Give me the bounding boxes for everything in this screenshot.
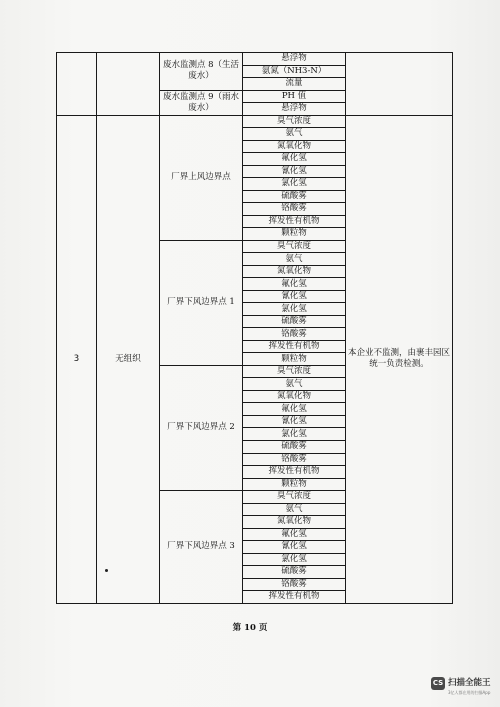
parameter-cell: 氰化氢 xyxy=(243,290,346,303)
parameter-cell: 氟化氢 xyxy=(243,403,346,416)
parameter-cell: 氟化氢 xyxy=(243,528,346,541)
monitoring-table xyxy=(56,52,453,604)
parameter-cell: 氰化氢 xyxy=(243,541,346,554)
monitoring-point-cell: 废水监测点 9（雨水废水） xyxy=(160,90,243,115)
parameter-cell: 氯化氢 xyxy=(243,428,346,441)
parameter-cell: 挥发性有机物 xyxy=(243,591,346,604)
parameter-cell: 颗粒物 xyxy=(243,353,346,366)
scanner-tagline: 3亿人都在用的扫描App xyxy=(448,690,491,695)
parameter-cell: 氰化氢 xyxy=(243,415,346,428)
parameter-cell: 氮氧化物 xyxy=(243,265,346,278)
type-cell: 无组织 xyxy=(97,115,160,603)
parameter-cell: 铬酸雾 xyxy=(243,328,346,341)
parameter-cell: 流量 xyxy=(243,78,346,91)
page-number: 第 10 页 xyxy=(232,623,268,633)
type-cell-empty xyxy=(97,53,160,116)
parameter-cell: 氯化氢 xyxy=(243,303,346,316)
parameter-cell: 氨气 xyxy=(243,128,346,141)
parameter-cell: 悬浮物 xyxy=(243,53,346,66)
parameter-cell: 臭气浓度 xyxy=(243,115,346,128)
monitoring-point-cell: 厂界上风边界点 xyxy=(160,115,243,240)
parameter-cell: 硫酸雾 xyxy=(243,190,346,203)
parameter-cell: 挥发性有机物 xyxy=(243,340,346,353)
cs-logo-icon: CS xyxy=(431,677,445,690)
parameter-cell: 臭气浓度 xyxy=(243,240,346,253)
parameter-cell: 氨气 xyxy=(243,378,346,391)
parameter-cell: 氮氧化物 xyxy=(243,516,346,529)
table-row xyxy=(57,53,453,66)
parameter-cell: 氨气 xyxy=(243,253,346,266)
parameter-cell: 硫酸雾 xyxy=(243,315,346,328)
parameter-cell: 氯化氢 xyxy=(243,178,346,191)
parameter-cell: 铬酸雾 xyxy=(243,203,346,216)
parameter-cell: 氟化氢 xyxy=(243,278,346,291)
scanner-name: 扫描全能王 xyxy=(448,678,491,688)
parameter-cell: 氰化氢 xyxy=(243,165,346,178)
parameter-cell: 挥发性有机物 xyxy=(243,215,346,228)
note-cell: 本企业不监测，由裹丰园区统一负责检测。 xyxy=(346,115,453,603)
scan-speck xyxy=(105,569,108,572)
parameter-cell: 硫酸雾 xyxy=(243,440,346,453)
table-row xyxy=(57,115,453,128)
parameter-cell: 颗粒物 xyxy=(243,478,346,491)
parameter-cell: 臭气浓度 xyxy=(243,491,346,504)
parameter-cell: 悬浮物 xyxy=(243,103,346,116)
index-cell-empty xyxy=(57,53,97,116)
parameter-cell: 氯化氢 xyxy=(243,553,346,566)
parameter-cell: 臭气浓度 xyxy=(243,365,346,378)
scanner-watermark xyxy=(431,675,493,699)
parameter-cell: 氨氮（NH3-N） xyxy=(243,65,346,78)
parameter-cell: 氟化氢 xyxy=(243,153,346,166)
monitoring-point-cell: 废水监测点 8（生活废水） xyxy=(160,53,243,91)
monitoring-point-cell: 厂界下风边界点 2 xyxy=(160,365,243,490)
parameter-cell: PH 值 xyxy=(243,90,346,103)
index-cell: 3 xyxy=(57,115,97,603)
parameter-cell: 氨气 xyxy=(243,503,346,516)
parameter-cell: 挥发性有机物 xyxy=(243,466,346,479)
parameter-cell: 铬酸雾 xyxy=(243,453,346,466)
parameter-cell: 颗粒物 xyxy=(243,228,346,241)
monitoring-point-cell: 厂界下风边界点 3 xyxy=(160,491,243,604)
parameter-cell: 硫酸雾 xyxy=(243,566,346,579)
parameter-cell: 铬酸雾 xyxy=(243,578,346,591)
parameter-cell: 氮氧化物 xyxy=(243,390,346,403)
parameter-cell: 氮氧化物 xyxy=(243,140,346,153)
monitoring-point-cell: 厂界下风边界点 1 xyxy=(160,240,243,365)
note-cell-empty xyxy=(346,53,453,116)
